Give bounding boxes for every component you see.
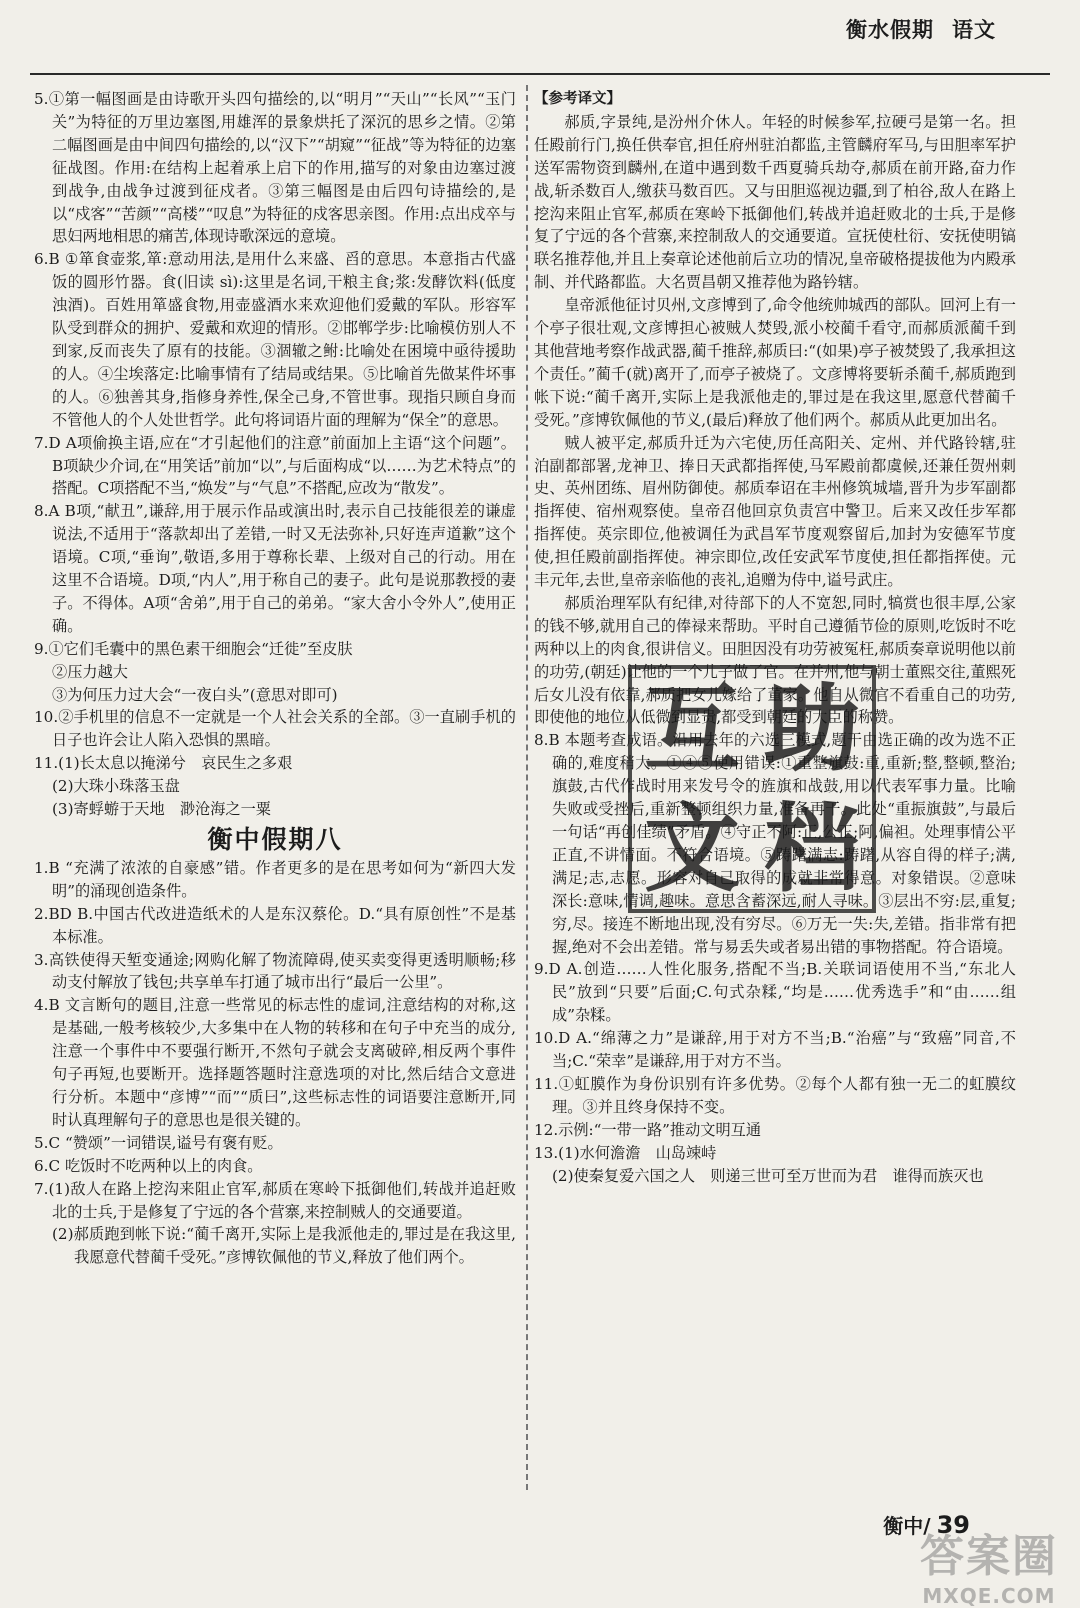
answer-item: 10.D A.“绵薄之力”是谦辞,用于对方不当;B.“治癌”与“致癌”同音,不当;C.“荣幸”是谦辞,用于对方不当。 xyxy=(534,1029,1016,1071)
watermark-logo: 答案圈 xyxy=(920,1531,1058,1582)
answer-item: 5.①第一幅图画是由诗歌开头四句描绘的,以“明月”“天山”“长风”“玉门关”为特征的万里边塞图,用雄浑的景象烘托了深沉的思乡之情。②第二幅图画是由中间四句描绘的,以“汉下”“胡窥”“征战”等为特征的边塞征战图。作用:在结构上起着承上启下的作用,描写的对象由边塞过渡到战争,由战争过渡到征戍者。③第三幅图是由后四句诗描绘的,是以“戍客”“苦颜”“高楼”“叹息”为特征的戍客思亲图。作用:点出戍卒与思妇两地相思的痛苦,体现诗歌深远的意境。 xyxy=(34,90,516,246)
site-watermark xyxy=(920,1520,1058,1608)
page-header xyxy=(828,14,996,44)
translation-paragraph: 贼人被平定,郝质升迁为六宅使,历任高阳关、定州、并代路铃辖,驻泊副都部署,龙神卫、捧日天武都指挥使,马军殿前都虞候,还兼任贺州刺史、英州团练、眉州防御使。郝质奉诏在丰州修筑城墙,晋升为步军副都指挥使、宿州观察使。皇帝召他回京负责宫中警卫。后来又改任步军都指挥使。英宗即位,他被调任为武昌军节度观察留后,加封为安德军节度使,担任殿前副指挥使。神宗即位,改任安武军节度使,担任都指挥使。元丰元年,去世,皇帝亲临他的丧礼,追赠为侍中,谥号武庄。 xyxy=(534,433,1016,590)
header-rule xyxy=(30,73,1050,75)
answer-subitem: (2)郝质跑到帐下说:“蔺千离开,实际上是我派他走的,罪过是在我这里,我愿意代替蔺千受死。”彦博钦佩他的节义,释放了他们两个。 xyxy=(52,1225,516,1267)
answer-item: 8.A B项,“献丑”,谦辞,用于展示作品或演出时,表示自己技能很差的谦虚说法,不适用于“落款却出了差错,一时又无法弥补,只好连声道歉”这个语境。C项,“垂询”,敬语,多用于尊称长辈、上级对自己的行动。用在这里不合语境。D项,“内人”,用于称自己的妻子。此句是说那教授的妻子。不得体。A项“舍弟”,用于自己的弟弟。“家大舍小令外人”,使用正确。 xyxy=(34,502,516,635)
answer-item: 5.C “赞颂”一词错误,谥号有褒有贬。 xyxy=(34,1133,283,1152)
answer-item: 4.B 文言断句的题目,注意一些常见的标志性的虚词,注意结构的对称,这是基础,一般考核较少,大多集中在人物的转移和在句子中充当的成分,注意一个事件中不要强行断开,不然句子就会支离破碎,相反两个事件句子再短,也要断开。选择题答题时注意选项的对比,然后结合文意进行分析。本题中“彦博”“而”“质曰”,这些标志性的词语要注意断开,同时认真理解句子的意思也是很关键的。 xyxy=(34,996,516,1129)
watermark-url: MXQE.COM xyxy=(922,1584,1056,1608)
answer-item: 9.①它们毛囊中的黑色素干细胞会“迁徙”至皮肤 xyxy=(34,639,353,658)
translation-paragraph: 郝质治理军队有纪律,对待部下的人不宽恕,同时,犒赏也很丰厚,公家的钱不够,就用自己的俸禄来帮助。平时自己遵循节俭的原则,吃饭时不吃两种以上的肉食,很讲信义。田胆因没有功劳被冤枉,郝质奏章说明他以前的功劳,(朝廷)让他的一个儿子做了官。在并州,他与朝士董熙交往,董熙死后女儿没有依靠,郝质把女儿嫁给了董家。他自从微官不看重自己的功劳,即使他的地位从低微到显贵,都受到朝廷的大臣的称赞。 xyxy=(534,593,1016,727)
answer-subitem: ②压力越大 xyxy=(52,662,128,681)
answer-item: 10.②手机里的信息不一定就是一个人社会关系的全部。③一直刷手机的日子也许会让人陷入恐惧的黑暗。 xyxy=(34,708,516,750)
page-number: 39 xyxy=(936,1511,970,1539)
header-subject: 语文 xyxy=(952,18,996,42)
stamp-char: 互 xyxy=(644,673,740,785)
translation-paragraph: 皇帝派他征讨贝州,文彦博到了,命令他统帅城西的部队。回河上有一个亭子很壮观,文彦博担心被贼人焚毁,派小校蔺千看守,而郝质派蔺千到其他营地考察作战武器,蔺千推辞,郝质曰:“(如果)亭子被焚毁了,我承担这个责任。”蔺千(就)离开了,而亭子被烧了。文彦博将要斩杀蔺千,郝质跑到帐下说:“蔺千离开,实际上是我派他走的,罪过是在我这里,愿意代替蔺千受死。”彦博钦佩他的节义,(最后)释放了他们两个。郝质从此更加出名。 xyxy=(534,296,1016,429)
translation-paragraph: 郝质,字景纯,是汾州介休人。年轻的时候参军,拉硬弓是第一名。担任殿前行门,换任供奉官,担任府州驻泊都监,主管麟府军马,与田胆率军护送军需物资到麟州,在道中遇到数千西夏骑兵劫夺,郝质在前开路,奋力作战,斩杀数百人,缴获马数百匹。又与田胆巡视边疆,到了柏谷,敌人在路上挖沟来阻止官军,郝质在寒岭下抵御他们,转战并追赶败北的士兵,于是修复了宁远的各个营寨,来控制敌人的交通要道。宣抚使杜衍、安抚使明镐联名推荐他,并且上奏章论述他前后立功的情况,皇帝破格提拔他为内殿承制、并代路都监。大名贾昌朝又推荐他为路钤辖。 xyxy=(534,112,1016,292)
answer-item: 1.B “充满了浓浓的自豪感”错。作者更多的是在思考如何为“新四大发明”的涌现创造条件。 xyxy=(34,858,516,900)
answer-item: 7.(1)敌人在路上挖沟来阻止官军,郝质在寒岭下抵御他们,转战并追赶败北的士兵,于是修复了宁远的各个营寨,来控制贼人的交通要道。 xyxy=(34,1179,516,1221)
answer-item: 9.D A.创造……人性化服务,搭配不当;B.关联词语使用不当,“东北人民”放到“只要”后面;C.句式杂糅,“均是……优秀选手”和“由……组成”杂糅。 xyxy=(534,960,1016,1025)
answer-subitem: (2)使秦复爱六国之人 则递三世可至万世而为君 谁得而族灭也 xyxy=(552,1166,984,1185)
stamp-char: 档 xyxy=(764,793,860,905)
left-column xyxy=(34,88,516,1269)
answer-item: 6.C 吃饭时不吃两种以上的肉食。 xyxy=(34,1156,263,1175)
reference-translation-label: 【参考译文】 xyxy=(534,91,621,107)
answer-item: 13.(1)水何澹澹 山岛竦峙 xyxy=(534,1143,717,1162)
answer-item: 6.B ①箪食壶浆,箪:意动用法,是用什么来盛、舀的意思。本意指古代盛饭的圆形竹器。食(旧读 sì):这里是名词,干粮主食;浆:发酵饮料(低度浊酒)。百姓用箪盛食物,用壶盛酒水来欢迎他们爱戴的军队。形容军队受到群众的拥护、爱戴和欢迎的情形。②邯郸学步:比喻模仿别人不到家,反而丧失了原有的技能。③涸辙之鲋:比喻处在困境中亟待援助的人。④尘埃落定:比喻事情有了结局或结果。⑤比喻首先做某件坏事的人。⑥独善其身,指修身养性,保全己身,不管世事。现指只顾自身而不管他人的个人处世哲学。此句将词语片面的理解为“保全”的意思。 xyxy=(34,250,516,429)
stamp-char: 文 xyxy=(644,793,740,905)
answer-item: 2.BD B.中国古代改进造纸术的人是东汉蔡伦。D.“具有原创性”不是基本标准。 xyxy=(34,904,516,946)
answer-item: 7.D A项偷换主语,应在“才引起他们的注意”前面加上主语“这个问题”。B项缺少介词,在“用笑话”前加“以”,与后面构成“以……为艺术特点”的搭配。C项搭配不当,“焕发”与“气息”不搭配,应改为“散发”。 xyxy=(34,433,516,498)
column-divider xyxy=(526,85,528,1490)
answer-item: 3.高铁使得天堑变通途;网购化解了物流障碍,使买卖变得更透明顺畅;移动支付解放了钱包;共享单车打通了城市出行“最后一公里”。 xyxy=(34,950,516,992)
watermark-stamp xyxy=(628,665,876,913)
answer-subitem: (2)大珠小珠落玉盘 xyxy=(52,777,180,796)
footer-label: 衡中/ xyxy=(883,1514,931,1538)
answer-item: 11.(1)长太息以掩涕兮 哀民生之多艰 xyxy=(34,754,293,773)
section-title: 衡中假期八 xyxy=(207,825,343,854)
answer-subitem: (3)寄蜉蝣于天地 渺沧海之一粟 xyxy=(52,800,271,819)
right-column xyxy=(534,88,1016,1188)
answer-item: 11.①虹膜作为身份识别有许多优势。②每个人都有独一无二的虹膜纹理。③并且终身保持不变。 xyxy=(534,1074,1016,1116)
answer-item: 8.B 本题考查成语。沿用去年的六选三模式,题干由选正确的改为选不正确的,难度稍大。①④⑤使用错误:①重整旗鼓:重,重新;整,整顿,整治;旗鼓,古代作战时用来发号令的旌旗和战鼓,用以代表军事力量。比喻失败或受挫后,重新整顿组织力量,准备再干。此处“重振旗鼓”,与最后一句话“再创佳绩”矛盾。④守正不阿:正,公正;阿,偏袒。处理事情公平正直,不讲情面。不符合语境。⑤踌躇满志:踌躇,从容自得的样子;满,满足;志,志愿。形容对自己取得的成就非常得意。对象错误。②意味深长:意味,情调,趣味。意思含蓄深远,耐人寻味。③层出不穷:层,重复;穷,尽。接连不断地出现,没有穷尽。⑥万无一失:失,差错。指非常有把握,绝对不会出差错。常与易丢失或者易出错的事物搭配。符合语境。 xyxy=(534,731,1016,956)
stamp-char: 助 xyxy=(764,673,860,785)
answer-subitem: ③为何压力过大会“一夜白头”(意思对即可) xyxy=(52,685,338,704)
header-title: 衡水假期 xyxy=(846,18,934,42)
answer-item: 12.示例:“一带一路”推动文明互通 xyxy=(534,1120,762,1139)
